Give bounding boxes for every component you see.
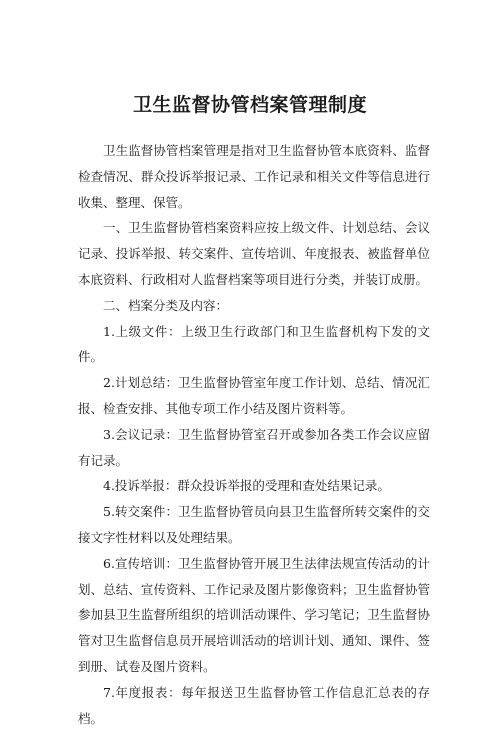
page-title: 卫生监督协管档案管理制度 [132, 94, 367, 116]
paragraph-item-7: 7.年度报表：每年报送卫生监督协管工作信息汇总表的存档。 [78, 684, 430, 726]
document-body [78, 138, 430, 731]
paragraph-item-4: 4.投诉举报：群众投诉举报的受理和查处结果记录。 [103, 478, 390, 494]
paragraph-item-1: 1.上级文件：上级卫生行政部门和卫生监督机构下发的文件。 [78, 323, 430, 365]
paragraph-section-1: 一、卫生监督协管档案资料应按上级文件、计划总结、会议记录、投诉举报、转交案件、宣传培训、年度报表、被监督单位本底资料、行政相对人监督档案等项目进行分类，并装订成册。 [78, 220, 430, 287]
paragraph-item-6: 6.宣传培训：卫生监督协管开展卫生法律法规宣传活动的计划、总结、宣传资料、工作记录及图片影像资料；卫生监督协管参加县卫生监督所组织的培训活动课件、学习笔记；卫生监督协管对卫生监督信息员开展培训活动的培训计划、通知、课件、签到册、试卷及图片资料。 [78, 555, 430, 674]
paragraph-item-3: 3.会议记录：卫生监督协管室召开或参加各类工作会议应留有记录。 [78, 426, 430, 468]
paragraph-section-2-heading: 二、档案分类及内容： [103, 297, 229, 313]
paragraph-intro: 卫生监督协管档案管理是指对卫生监督协管本底资料、监督检查情况、群众投诉举报记录、工作记录和相关文件等信息进行收集、整理、保管。 [78, 143, 430, 210]
paragraph-item-5: 5.转交案件：卫生监督协管员向县卫生监督所转交案件的交接文字性材料以及处理结果。 [78, 504, 430, 545]
paragraph-item-2: 2.计划总结：卫生监督协管室年度工作计划、总结、情况汇报、检查安排、其他专项工作小结及图片资料等。 [78, 375, 430, 416]
